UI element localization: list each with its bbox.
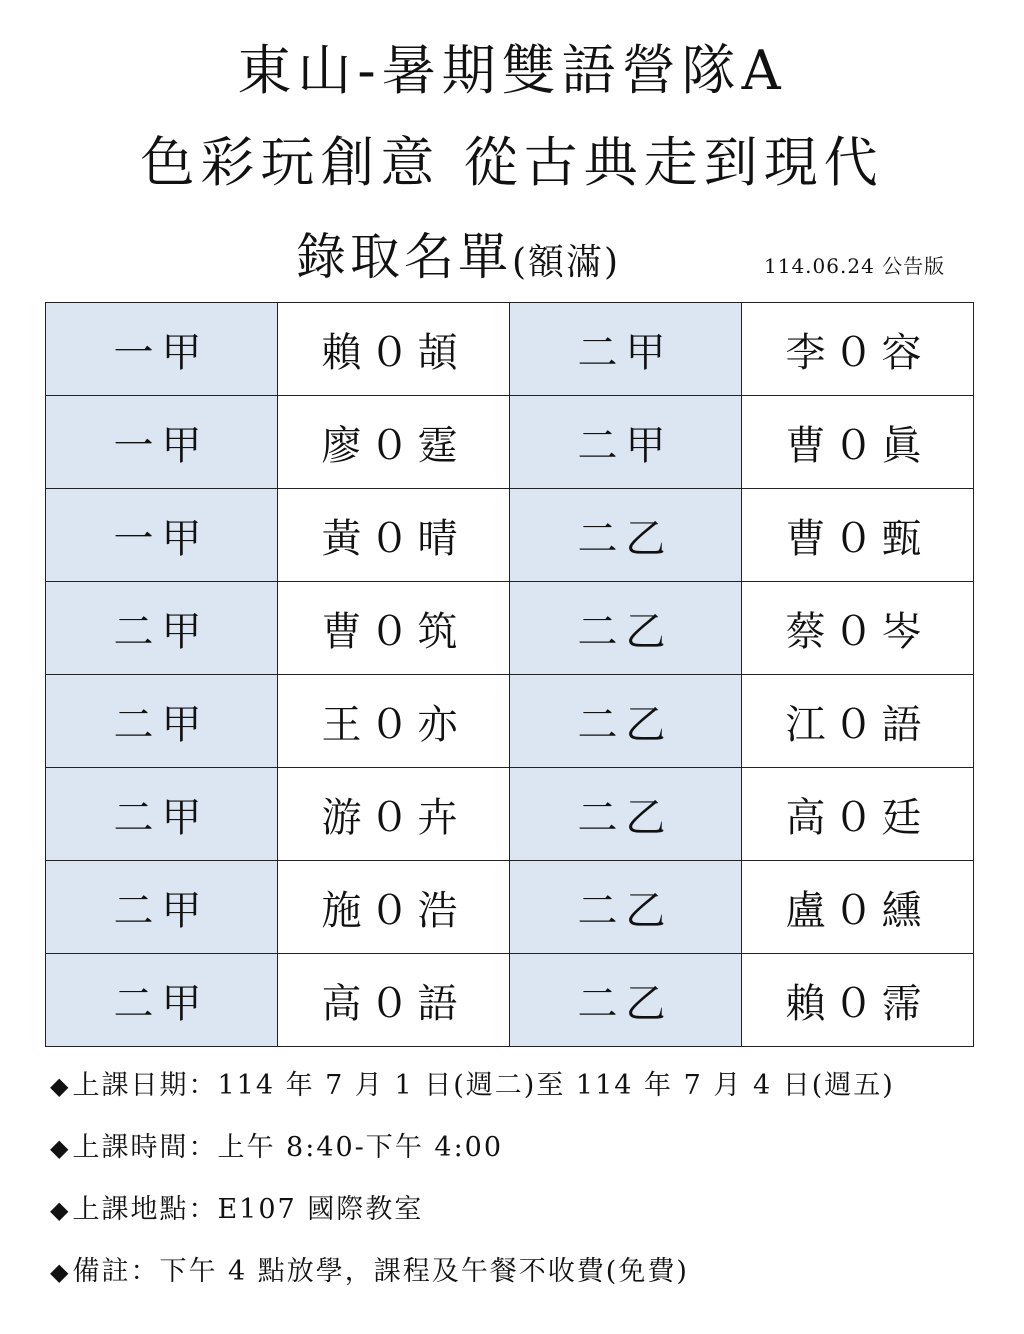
student-name-cell: 賴０霈: [742, 954, 974, 1047]
table-row: [46, 396, 974, 489]
class-cell: 二乙: [510, 675, 742, 768]
student-name-cell: 高０廷: [742, 768, 974, 861]
student-name-cell: 曹０甄: [742, 489, 974, 582]
table-row: [46, 675, 974, 768]
class-cell: 二乙: [510, 489, 742, 582]
note-item: [50, 1252, 970, 1314]
table-row: [46, 954, 974, 1047]
class-cell: 二甲: [46, 675, 278, 768]
class-cell: 二乙: [510, 954, 742, 1047]
admission-table-body: [46, 303, 974, 1047]
student-name-cell: 黃０晴: [278, 489, 510, 582]
class-cell: 一甲: [46, 303, 278, 396]
class-cell: 二甲: [46, 582, 278, 675]
student-name-cell: 施０浩: [278, 861, 510, 954]
student-name-cell: 江０語: [742, 675, 974, 768]
black-diamond-icon: ◆: [50, 1196, 71, 1224]
roster-heading-main: 錄取名單: [296, 228, 512, 286]
student-name-cell: 賴０頡: [278, 303, 510, 396]
student-name-cell: 高０語: [278, 954, 510, 1047]
table-row: [46, 303, 974, 396]
table-row: [46, 582, 974, 675]
student-name-cell: 廖０霆: [278, 396, 510, 489]
student-name-cell: 曹０眞: [742, 396, 974, 489]
student-name-cell: 盧０纁: [742, 861, 974, 954]
student-name-cell: 蔡０岑: [742, 582, 974, 675]
class-cell: 一甲: [46, 489, 278, 582]
class-cell: 一甲: [46, 396, 278, 489]
note-item: [50, 1128, 970, 1190]
roster-heading-note: (額滿): [512, 242, 621, 283]
class-cell: 二甲: [46, 768, 278, 861]
student-name-cell: 李０容: [742, 303, 974, 396]
note-item: [50, 1066, 970, 1128]
student-name-cell: 游０卉: [278, 768, 510, 861]
document-title: 東山-暑期雙語營隊A: [237, 39, 787, 102]
note-item: [50, 1190, 970, 1252]
notes-section: [50, 1066, 970, 1314]
document-subtitle: 色彩玩創意 從古典走到現代: [140, 131, 884, 194]
class-cell: 二乙: [510, 768, 742, 861]
note-text: 上課地點：E107 國際教室: [72, 1194, 424, 1225]
table-row: [46, 768, 974, 861]
admission-table: [45, 302, 974, 1047]
class-cell: 二甲: [46, 954, 278, 1047]
note-text: 上課時間：上午 8:40-下午 4:00: [72, 1132, 504, 1163]
class-cell: 二甲: [510, 396, 742, 489]
class-cell: 二甲: [510, 303, 742, 396]
class-cell: 二乙: [510, 582, 742, 675]
publish-date: 114.06.24 公告版: [764, 254, 946, 278]
black-diamond-icon: ◆: [50, 1258, 71, 1286]
note-text: 備註：下午 4 點放學，課程及午餐不收費(免費): [72, 1256, 689, 1287]
class-cell: 二乙: [510, 861, 742, 954]
table-row: [46, 861, 974, 954]
black-diamond-icon: ◆: [50, 1134, 71, 1162]
note-text: 上課日期：114 年 7 月 1 日(週二)至 114 年 7 月 4 日(週五): [72, 1070, 895, 1101]
class-cell: 二甲: [46, 861, 278, 954]
roster-heading: [296, 222, 620, 298]
student-name-cell: 王０亦: [278, 675, 510, 768]
student-name-cell: 曹０筑: [278, 582, 510, 675]
table-row: [46, 489, 974, 582]
black-diamond-icon: ◆: [50, 1072, 71, 1100]
